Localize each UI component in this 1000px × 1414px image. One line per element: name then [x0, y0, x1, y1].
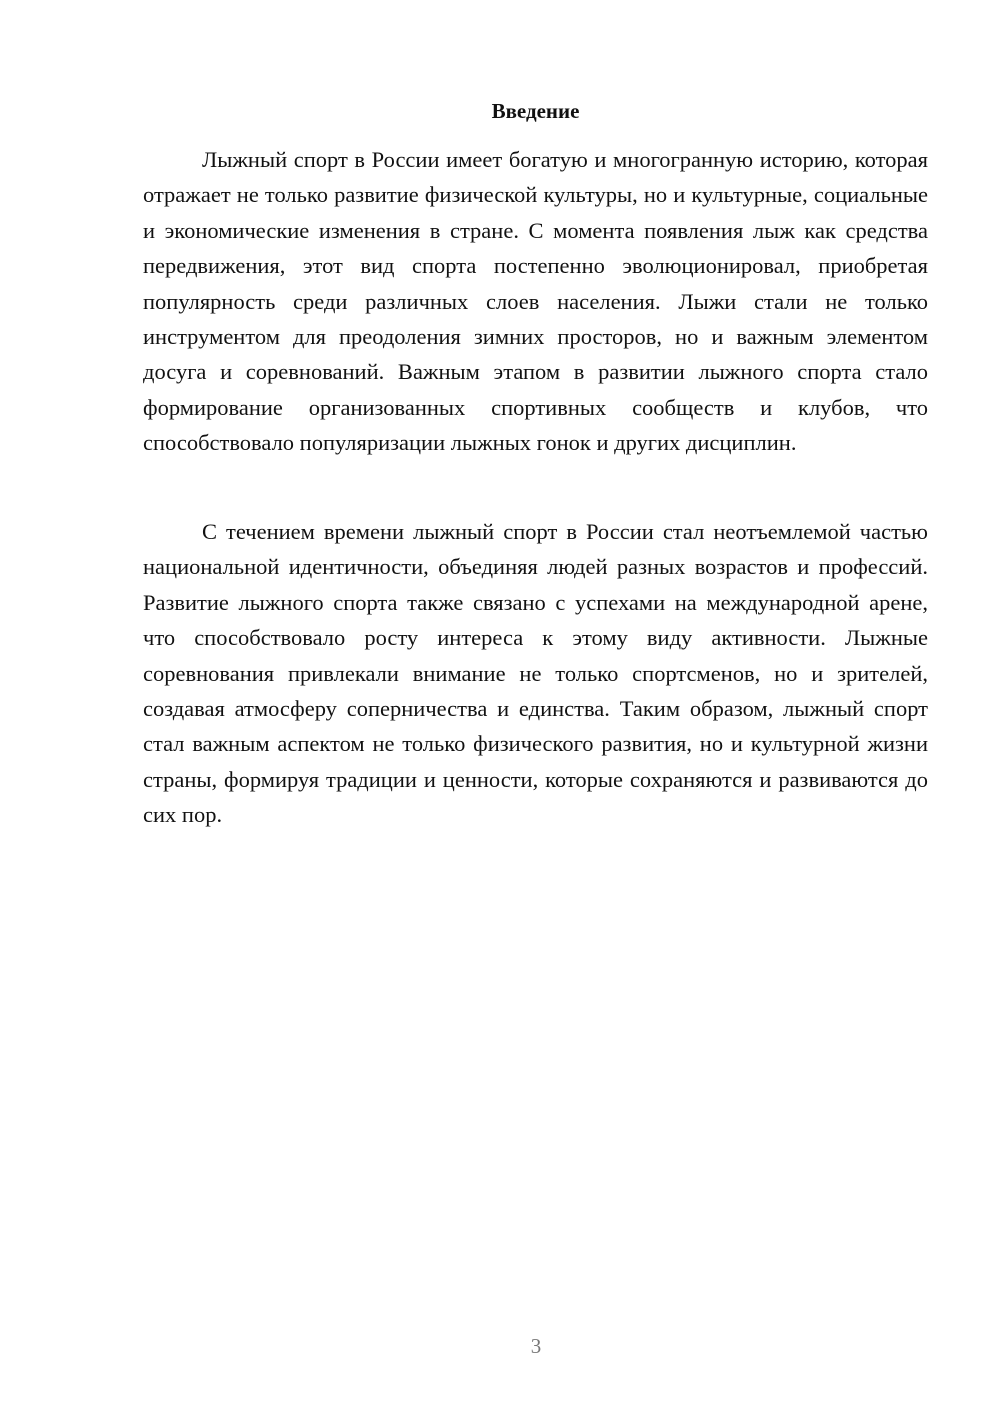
section-heading: Введение: [491, 99, 580, 123]
page-number: 3: [530, 1334, 542, 1358]
paragraph-2: С течением времени лыжный спорт в России стал неотъемлемой частью национальной идентичности, объединяя людей разных возрастов и профессий. Развитие лыжного спорта также связано с успехами на международной арене, что способствовало росту интереса к этому виду активности. Лыжные соревнования привлекали внимание не только спортсменов, но и зрителей, создавая атмосферу соперничества и единства. Таким образом, лыжный спорт стал важным аспектом не только физического развития, но и культурной жизни страны, формируя традиции и ценности, которые сохраняются и развиваются до сих пор.: [143, 519, 928, 828]
paragraph-1: Лыжный спорт в России имеет богатую и многогранную историю, которая отражает не только развитие физической культуры, но и культурные, социальные и экономические изменения в стране. С момента появления лыж как средства передвижения, этот вид спорта постепенно эволюционировал, приобретая популярность среди различных слоев населения. Лыжи стали не только инструментом для преодоления зимних просторов, но и важным элементом досуга и соревнований. Важным этапом в развитии лыжного спорта стало формирование организованных спортивных сообществ и клубов, что способствовало популяризации лыжных гонок и других дисциплин.: [143, 147, 928, 456]
